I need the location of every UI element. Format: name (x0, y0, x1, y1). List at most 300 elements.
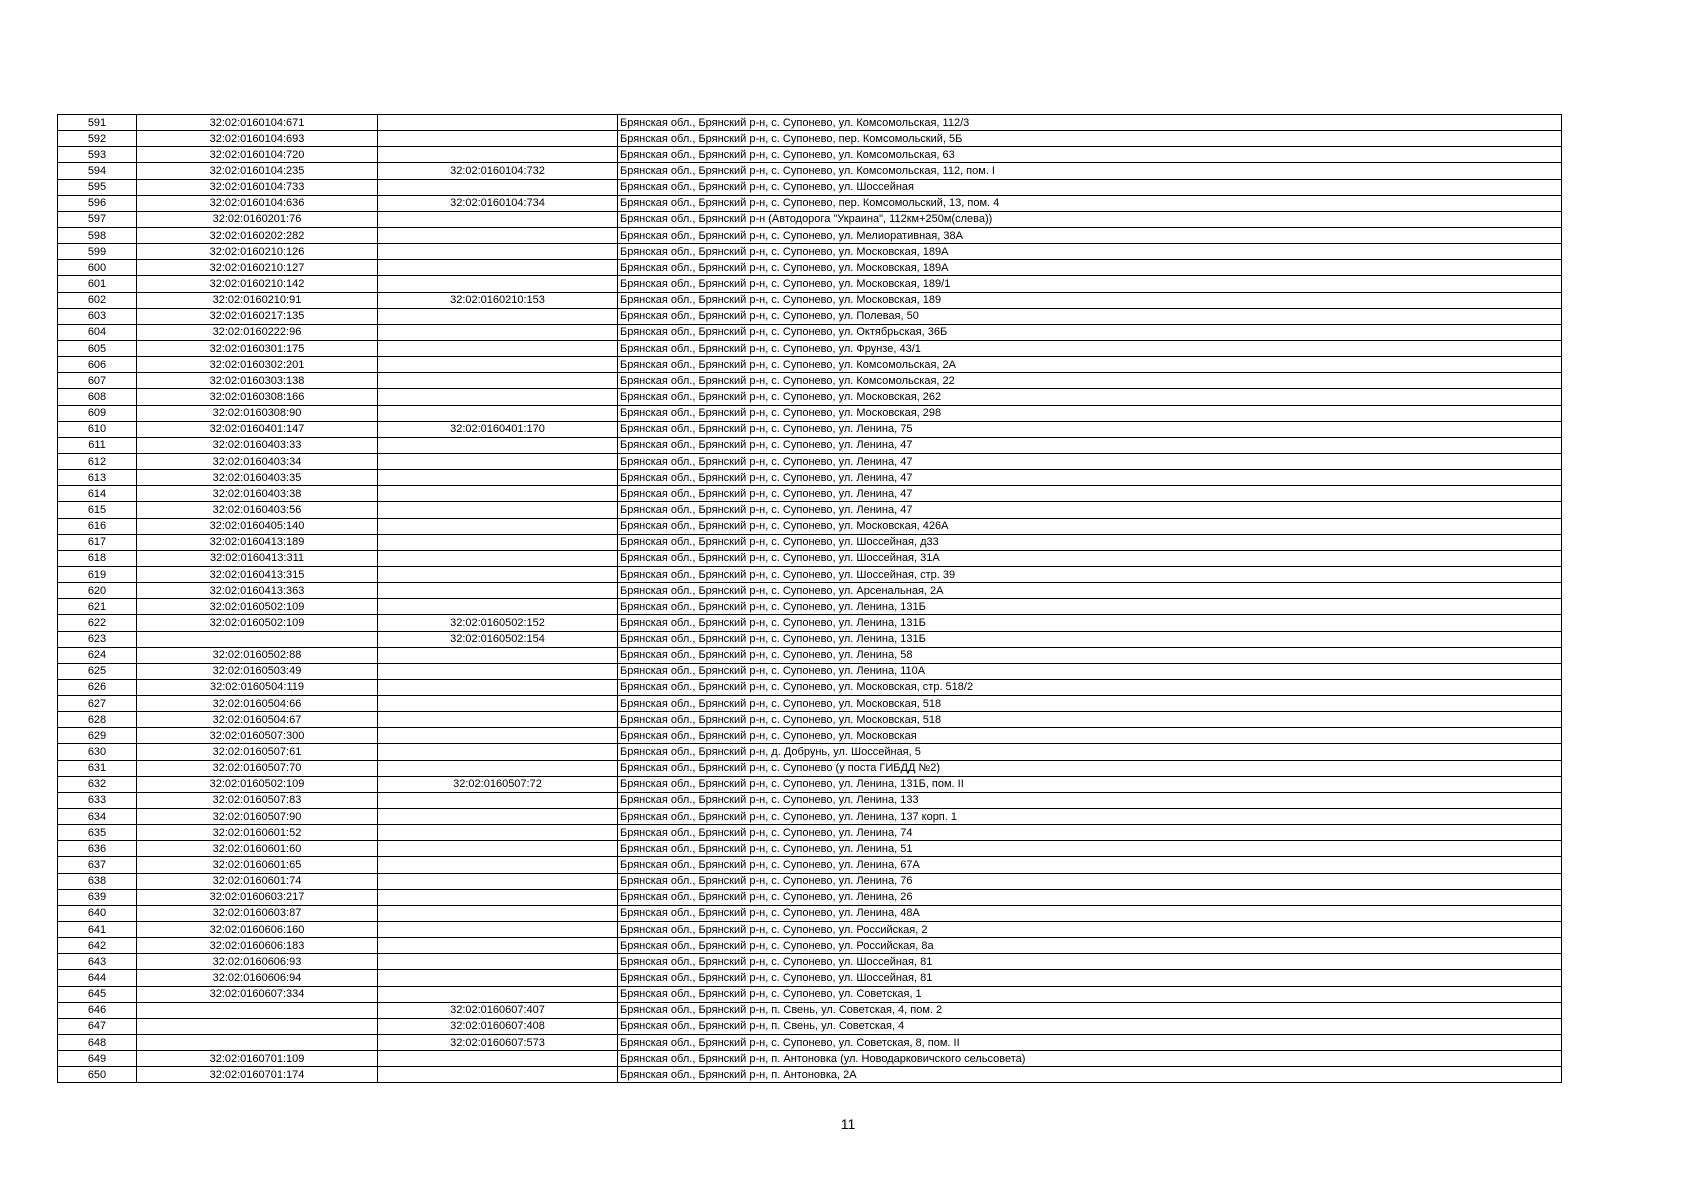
table-row (58, 744, 1562, 760)
table-row (58, 340, 1562, 356)
address: Брянская обл., Брянский р-н, с. Супонево, ул. Шоссейная, 81 (618, 954, 1562, 970)
cadastral-number: 32:02:0160104:720 (137, 147, 378, 163)
related-cadastral-number (378, 986, 618, 1002)
row-number: 635 (58, 825, 137, 841)
address: Брянская обл., Брянский р-н, с. Супонево, ул. Московская, 189А (618, 260, 1562, 276)
address: Брянская обл., Брянский р-н, с. Супонево, ул. Российская, 2 (618, 922, 1562, 938)
cadastral-number: 32:02:0160507:61 (137, 744, 378, 760)
row-number: 625 (58, 663, 137, 679)
address: Брянская обл., Брянский р-н, с. Супонево, ул. Ленина, 67А (618, 857, 1562, 873)
cadastral-number: 32:02:0160504:66 (137, 696, 378, 712)
address: Брянская обл., Брянский р-н, п. Антоновка (ул. Новодарковичского сельсовета) (618, 1051, 1562, 1067)
table-row (58, 970, 1562, 986)
table-row (58, 292, 1562, 308)
address: Брянская обл., Брянский р-н, с. Супонево, ул. Ленина, 76 (618, 873, 1562, 889)
table-row (58, 1002, 1562, 1018)
table-row (58, 211, 1562, 227)
related-cadastral-number (378, 147, 618, 163)
related-cadastral-number (378, 1067, 618, 1083)
cadastral-number: 32:02:0160201:76 (137, 211, 378, 227)
related-cadastral-number (378, 663, 618, 679)
related-cadastral-number (378, 696, 618, 712)
table-row (58, 647, 1562, 663)
address: Брянская обл., Брянский р-н, с. Супонево, ул. Ленина, 137 корп. 1 (618, 809, 1562, 825)
cadastral-number: 32:02:0160308:90 (137, 405, 378, 421)
row-number: 619 (58, 566, 137, 582)
address: Брянская обл., Брянский р-н, с. Супонево, ул. Советская, 8, пом. II (618, 1035, 1562, 1051)
table-row (58, 163, 1562, 179)
table-row (58, 518, 1562, 534)
table-row (58, 922, 1562, 938)
table-row (58, 1035, 1562, 1051)
table-row (58, 986, 1562, 1002)
table-body (58, 115, 1562, 1083)
related-cadastral-number (378, 905, 618, 921)
related-cadastral-number (378, 566, 618, 582)
row-number: 611 (58, 437, 137, 453)
related-cadastral-number (378, 405, 618, 421)
address: Брянская обл., Брянский р-н, с. Супонево, ул. Шоссейная (618, 179, 1562, 195)
row-number: 621 (58, 599, 137, 615)
row-number: 600 (58, 260, 137, 276)
address: Брянская обл., Брянский р-н, с. Супонево, ул. Московская, 262 (618, 389, 1562, 405)
address: Брянская обл., Брянский р-н, с. Супонево, ул. Московская, 518 (618, 712, 1562, 728)
cadastral-number: 32:02:0160403:33 (137, 437, 378, 453)
address: Брянская обл., Брянский р-н, с. Супонево, ул. Комсомольская, 112, пом. I (618, 163, 1562, 179)
related-cadastral-number (378, 728, 618, 744)
cadastral-number: 32:02:0160104:671 (137, 115, 378, 131)
table-row (58, 421, 1562, 437)
table-row (58, 905, 1562, 921)
cadastral-number: 32:02:0160104:636 (137, 195, 378, 211)
address: Брянская обл., Брянский р-н, с. Супонево, ул. Ленина, 47 (618, 437, 1562, 453)
row-number: 650 (58, 1067, 137, 1083)
cadastral-number: 32:02:0160607:334 (137, 986, 378, 1002)
row-number: 642 (58, 938, 137, 954)
table-row (58, 938, 1562, 954)
row-number: 594 (58, 163, 137, 179)
related-cadastral-number (378, 679, 618, 695)
row-number: 633 (58, 792, 137, 808)
related-cadastral-number (378, 809, 618, 825)
row-number: 649 (58, 1051, 137, 1067)
related-cadastral-number: 32:02:0160507:72 (378, 776, 618, 792)
row-number: 606 (58, 357, 137, 373)
row-number: 595 (58, 179, 137, 195)
related-cadastral-number (378, 889, 618, 905)
row-number: 598 (58, 227, 137, 243)
related-cadastral-number (378, 534, 618, 550)
related-cadastral-number (378, 131, 618, 147)
table-row (58, 663, 1562, 679)
address: Брянская обл., Брянский р-н, п. Свень, ул. Советская, 4 (618, 1018, 1562, 1034)
cadastral-number (137, 1018, 378, 1034)
table-row (58, 679, 1562, 695)
row-number: 623 (58, 631, 137, 647)
table-row (58, 583, 1562, 599)
row-number: 610 (58, 421, 137, 437)
related-cadastral-number (378, 437, 618, 453)
address: Брянская обл., Брянский р-н, с. Супонево, ул. Ленина, 131Б, пом. II (618, 776, 1562, 792)
page-number: 11 (840, 1116, 856, 1132)
related-cadastral-number: 32:02:0160502:152 (378, 615, 618, 631)
address: Брянская обл., Брянский р-н, с. Супонево, ул. Московская, 518 (618, 696, 1562, 712)
cadastral-number: 32:02:0160507:83 (137, 792, 378, 808)
cadastral-number: 32:02:0160202:282 (137, 227, 378, 243)
cadastral-number: 32:02:0160601:60 (137, 841, 378, 857)
address: Брянская обл., Брянский р-н, с. Супонево, ул. Комсомольская, 63 (618, 147, 1562, 163)
row-number: 612 (58, 453, 137, 469)
related-cadastral-number (378, 486, 618, 502)
related-cadastral-number (378, 970, 618, 986)
address: Брянская обл., Брянский р-н, с. Супонево, ул. Московская, 189 (618, 292, 1562, 308)
table-row (58, 825, 1562, 841)
related-cadastral-number (378, 550, 618, 566)
table-row (58, 873, 1562, 889)
table-row (58, 131, 1562, 147)
address: Брянская обл., Брянский р-н, с. Супонево, ул. Ленина, 110А (618, 663, 1562, 679)
table-row (58, 357, 1562, 373)
row-number: 634 (58, 809, 137, 825)
cadastral-number: 32:02:0160507:70 (137, 760, 378, 776)
cadastral-number: 32:02:0160210:127 (137, 260, 378, 276)
cadastral-number: 32:02:0160210:126 (137, 244, 378, 260)
table-row (58, 373, 1562, 389)
cadastral-number: 32:02:0160405:140 (137, 518, 378, 534)
table-row (58, 776, 1562, 792)
cadastral-number: 32:02:0160104:733 (137, 179, 378, 195)
related-cadastral-number: 32:02:0160607:407 (378, 1002, 618, 1018)
table-row (58, 631, 1562, 647)
row-number: 626 (58, 679, 137, 695)
table-row (58, 841, 1562, 857)
row-number: 641 (58, 922, 137, 938)
cadastral-number: 32:02:0160302:201 (137, 357, 378, 373)
row-number: 647 (58, 1018, 137, 1034)
cadastral-number: 32:02:0160502:88 (137, 647, 378, 663)
related-cadastral-number: 32:02:0160607:408 (378, 1018, 618, 1034)
row-number: 632 (58, 776, 137, 792)
cadastral-number: 32:02:0160606:94 (137, 970, 378, 986)
related-cadastral-number (378, 1051, 618, 1067)
table-row (58, 889, 1562, 905)
cadastral-number: 32:02:0160403:38 (137, 486, 378, 502)
address: Брянская обл., Брянский р-н, с. Супонево, ул. Шоссейная, стр. 39 (618, 566, 1562, 582)
related-cadastral-number: 32:02:0160502:154 (378, 631, 618, 647)
row-number: 638 (58, 873, 137, 889)
cadastral-number: 32:02:0160413:311 (137, 550, 378, 566)
address: Брянская обл., Брянский р-н, с. Супонево, ул. Комсомольская, 2А (618, 357, 1562, 373)
cadastral-number: 32:02:0160222:96 (137, 324, 378, 340)
address: Брянская обл., Брянский р-н, с. Супонево, ул. Ленина, 48А (618, 905, 1562, 921)
cadastral-number: 32:02:0160210:91 (137, 292, 378, 308)
row-number: 618 (58, 550, 137, 566)
table-row (58, 712, 1562, 728)
address: Брянская обл., Брянский р-н, с. Супонево, ул. Московская, 298 (618, 405, 1562, 421)
address: Брянская обл., Брянский р-н, с. Супонево, ул. Советская, 1 (618, 986, 1562, 1002)
address: Брянская обл., Брянский р-н, с. Супонево, ул. Ленина, 75 (618, 421, 1562, 437)
address: Брянская обл., Брянский р-н, с. Супонево, ул. Мелиоративная, 38А (618, 227, 1562, 243)
row-number: 645 (58, 986, 137, 1002)
address: Брянская обл., Брянский р-н, с. Супонево, ул. Октябрьская, 36Б (618, 324, 1562, 340)
cadastral-number: 32:02:0160603:87 (137, 905, 378, 921)
table-row (58, 792, 1562, 808)
row-number: 614 (58, 486, 137, 502)
related-cadastral-number (378, 954, 618, 970)
row-number: 637 (58, 857, 137, 873)
cadastral-number: 32:02:0160504:119 (137, 679, 378, 695)
related-cadastral-number (378, 583, 618, 599)
table-row (58, 437, 1562, 453)
row-number: 603 (58, 308, 137, 324)
related-cadastral-number (378, 825, 618, 841)
table-row (58, 195, 1562, 211)
cadastral-number: 32:02:0160403:35 (137, 470, 378, 486)
row-number: 644 (58, 970, 137, 986)
table-row (58, 954, 1562, 970)
row-number: 640 (58, 905, 137, 921)
cadastral-number: 32:02:0160503:49 (137, 663, 378, 679)
cadastral-number: 32:02:0160601:52 (137, 825, 378, 841)
table-row (58, 405, 1562, 421)
address: Брянская обл., Брянский р-н, с. Супонево, ул. Шоссейная, д33 (618, 534, 1562, 550)
related-cadastral-number (378, 244, 618, 260)
row-number: 630 (58, 744, 137, 760)
address: Брянская обл., Брянский р-н, с. Супонево, ул. Ленина, 26 (618, 889, 1562, 905)
related-cadastral-number (378, 792, 618, 808)
related-cadastral-number (378, 227, 618, 243)
cadastral-number: 32:02:0160403:34 (137, 453, 378, 469)
cadastral-number: 32:02:0160601:65 (137, 857, 378, 873)
row-number: 613 (58, 470, 137, 486)
row-number: 597 (58, 211, 137, 227)
row-number: 616 (58, 518, 137, 534)
row-number: 643 (58, 954, 137, 970)
address: Брянская обл., Брянский р-н, с. Супонево, ул. Шоссейная, 81 (618, 970, 1562, 986)
table-row (58, 615, 1562, 631)
related-cadastral-number (378, 599, 618, 615)
table-row (58, 470, 1562, 486)
cadastral-number: 32:02:0160502:109 (137, 776, 378, 792)
cadastral-number: 32:02:0160413:189 (137, 534, 378, 550)
table-row (58, 857, 1562, 873)
cadastral-number (137, 1035, 378, 1051)
cadastral-number: 32:02:0160413:363 (137, 583, 378, 599)
row-number: 596 (58, 195, 137, 211)
row-number: 639 (58, 889, 137, 905)
address: Брянская обл., Брянский р-н, п. Свень, ул. Советская, 4, пом. 2 (618, 1002, 1562, 1018)
cadastral-number: 32:02:0160303:138 (137, 373, 378, 389)
address: Брянская обл., Брянский р-н, с. Супонево, ул. Московская, 189/1 (618, 276, 1562, 292)
table-row (58, 324, 1562, 340)
address: Брянская обл., Брянский р-н, с. Супонево, ул. Ленина, 131Б (618, 599, 1562, 615)
cadastral-number: 32:02:0160502:109 (137, 599, 378, 615)
address: Брянская обл., Брянский р-н, с. Супонево, ул. Ленина, 58 (618, 647, 1562, 663)
table-row (58, 696, 1562, 712)
table-row (58, 550, 1562, 566)
address: Брянская обл., Брянский р-н, с. Супонево, ул. Комсомольская, 112/3 (618, 115, 1562, 131)
row-number: 631 (58, 760, 137, 776)
related-cadastral-number (378, 211, 618, 227)
related-cadastral-number (378, 712, 618, 728)
related-cadastral-number (378, 357, 618, 373)
table-row (58, 728, 1562, 744)
cadastral-number: 32:02:0160104:693 (137, 131, 378, 147)
cadastral-number: 32:02:0160606:183 (137, 938, 378, 954)
cadastral-number: 32:02:0160606:93 (137, 954, 378, 970)
related-cadastral-number (378, 938, 618, 954)
address: Брянская обл., Брянский р-н, с. Супонево, ул. Ленина, 74 (618, 825, 1562, 841)
cadastral-number: 32:02:0160603:217 (137, 889, 378, 905)
table-row (58, 809, 1562, 825)
row-number: 609 (58, 405, 137, 421)
cadastral-number: 32:02:0160217:135 (137, 308, 378, 324)
related-cadastral-number (378, 760, 618, 776)
address: Брянская обл., Брянский р-н, с. Супонево, ул. Ленина, 51 (618, 841, 1562, 857)
table-row (58, 566, 1562, 582)
related-cadastral-number (378, 470, 618, 486)
cadastral-number: 32:02:0160403:56 (137, 502, 378, 518)
row-number: 604 (58, 324, 137, 340)
address: Брянская обл., Брянский р-н, с. Супонево, ул. Ленина, 131Б (618, 615, 1562, 631)
address: Брянская обл., Брянский р-н, с. Супонево, ул. Российская, 8а (618, 938, 1562, 954)
table-row (58, 179, 1562, 195)
related-cadastral-number (378, 115, 618, 131)
table-row (58, 115, 1562, 131)
table-row (58, 147, 1562, 163)
related-cadastral-number (378, 922, 618, 938)
table-row (58, 502, 1562, 518)
cadastral-number: 32:02:0160606:160 (137, 922, 378, 938)
table-row (58, 227, 1562, 243)
address: Брянская обл., Брянский р-н, с. Супонево, ул. Ленина, 47 (618, 470, 1562, 486)
cadastral-number (137, 1002, 378, 1018)
address: Брянская обл., Брянский р-н, с. Супонево, ул. Ленина, 47 (618, 502, 1562, 518)
related-cadastral-number (378, 373, 618, 389)
row-number: 620 (58, 583, 137, 599)
row-number: 608 (58, 389, 137, 405)
table-row (58, 599, 1562, 615)
related-cadastral-number: 32:02:0160401:170 (378, 421, 618, 437)
property-registry-table (57, 114, 1562, 1083)
cadastral-number: 32:02:0160502:109 (137, 615, 378, 631)
row-number: 593 (58, 147, 137, 163)
row-number: 622 (58, 615, 137, 631)
row-number: 624 (58, 647, 137, 663)
row-number: 629 (58, 728, 137, 744)
table-row (58, 1018, 1562, 1034)
address: Брянская обл., Брянский р-н, с. Супонево, ул. Фрунзе, 43/1 (618, 340, 1562, 356)
related-cadastral-number (378, 276, 618, 292)
address: Брянская обл., Брянский р-н, п. Антоновка, 2А (618, 1067, 1562, 1083)
address: Брянская обл., Брянский р-н (Автодорога "Украина", 112км+250м(слева)) (618, 211, 1562, 227)
row-number: 591 (58, 115, 137, 131)
address: Брянская обл., Брянский р-н, с. Супонево, ул. Ленина, 133 (618, 792, 1562, 808)
address: Брянская обл., Брянский р-н, с. Супонево (у поста ГИБДД №2) (618, 760, 1562, 776)
related-cadastral-number: 32:02:0160210:153 (378, 292, 618, 308)
row-number: 605 (58, 340, 137, 356)
table-row (58, 760, 1562, 776)
table-row (58, 260, 1562, 276)
cadastral-number: 32:02:0160701:174 (137, 1067, 378, 1083)
related-cadastral-number (378, 308, 618, 324)
related-cadastral-number: 32:02:0160104:732 (378, 163, 618, 179)
row-number: 648 (58, 1035, 137, 1051)
cadastral-number (137, 631, 378, 647)
cadastral-number: 32:02:0160401:147 (137, 421, 378, 437)
related-cadastral-number (378, 260, 618, 276)
cadastral-number: 32:02:0160601:74 (137, 873, 378, 889)
related-cadastral-number (378, 389, 618, 405)
table-row (58, 534, 1562, 550)
address: Брянская обл., Брянский р-н, с. Супонево, пер. Комсомольский, 13, пом. 4 (618, 195, 1562, 211)
related-cadastral-number (378, 453, 618, 469)
row-number: 607 (58, 373, 137, 389)
address: Брянская обл., Брянский р-н, с. Супонево, ул. Ленина, 47 (618, 486, 1562, 502)
related-cadastral-number (378, 518, 618, 534)
row-number: 592 (58, 131, 137, 147)
related-cadastral-number (378, 502, 618, 518)
row-number: 628 (58, 712, 137, 728)
row-number: 617 (58, 534, 137, 550)
address: Брянская обл., Брянский р-н, с. Супонево, ул. Шоссейная, 31А (618, 550, 1562, 566)
cadastral-number: 32:02:0160504:67 (137, 712, 378, 728)
related-cadastral-number (378, 841, 618, 857)
related-cadastral-number (378, 857, 618, 873)
table-row (58, 453, 1562, 469)
row-number: 636 (58, 841, 137, 857)
table-row (58, 486, 1562, 502)
row-number: 599 (58, 244, 137, 260)
table-row (58, 389, 1562, 405)
related-cadastral-number: 32:02:0160607:573 (378, 1035, 618, 1051)
related-cadastral-number (378, 647, 618, 663)
address: Брянская обл., Брянский р-н, с. Супонево, пер. Комсомольский, 5Б (618, 131, 1562, 147)
address: Брянская обл., Брянский р-н, с. Супонево, ул. Московская, 189А (618, 244, 1562, 260)
row-number: 646 (58, 1002, 137, 1018)
cadastral-number: 32:02:0160301:175 (137, 340, 378, 356)
table-row (58, 1067, 1562, 1083)
address: Брянская обл., Брянский р-н, с. Супонево, ул. Полевая, 50 (618, 308, 1562, 324)
address: Брянская обл., Брянский р-н, с. Супонево, ул. Ленина, 131Б (618, 631, 1562, 647)
related-cadastral-number (378, 324, 618, 340)
related-cadastral-number (378, 744, 618, 760)
address: Брянская обл., Брянский р-н, с. Супонево, ул. Московская (618, 728, 1562, 744)
row-number: 627 (58, 696, 137, 712)
address: Брянская обл., Брянский р-н, с. Супонево, ул. Московская, 426А (618, 518, 1562, 534)
cadastral-number: 32:02:0160413:315 (137, 566, 378, 582)
address: Брянская обл., Брянский р-н, с. Супонево, ул. Ленина, 47 (618, 453, 1562, 469)
cadastral-number: 32:02:0160507:300 (137, 728, 378, 744)
table-row (58, 308, 1562, 324)
table-row (58, 1051, 1562, 1067)
related-cadastral-number (378, 179, 618, 195)
cadastral-number: 32:02:0160507:90 (137, 809, 378, 825)
related-cadastral-number: 32:02:0160104:734 (378, 195, 618, 211)
address: Брянская обл., Брянский р-н, с. Супонево, ул. Арсенальная, 2А (618, 583, 1562, 599)
address: Брянская обл., Брянский р-н, д. Добрунь, ул. Шоссейная, 5 (618, 744, 1562, 760)
table-row (58, 244, 1562, 260)
cadastral-number: 32:02:0160701:109 (137, 1051, 378, 1067)
cadastral-number: 32:02:0160210:142 (137, 276, 378, 292)
row-number: 601 (58, 276, 137, 292)
related-cadastral-number (378, 873, 618, 889)
address: Брянская обл., Брянский р-н, с. Супонево, ул. Комсомольская, 22 (618, 373, 1562, 389)
cadastral-number: 32:02:0160104:235 (137, 163, 378, 179)
row-number: 602 (58, 292, 137, 308)
table-row (58, 276, 1562, 292)
related-cadastral-number (378, 340, 618, 356)
